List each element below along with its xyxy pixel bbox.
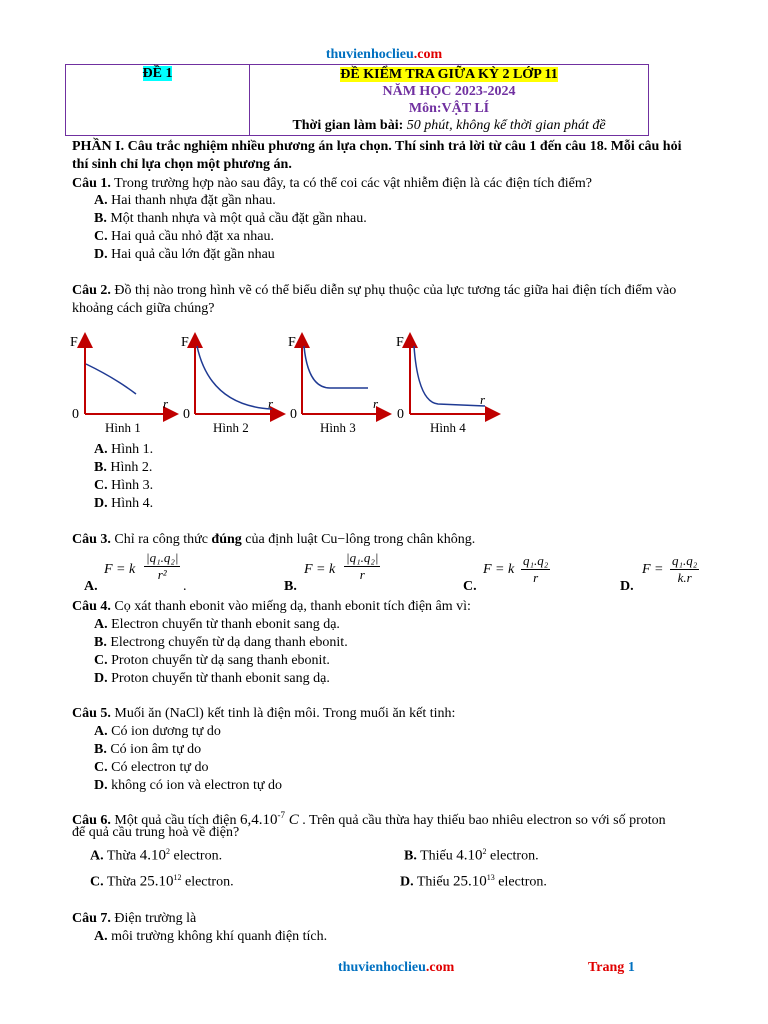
question-text: Trong trường hợp nào sau đây, ta có thể coi các vật nhiễm điện là các điện tích điểm? bbox=[110, 176, 592, 191]
page-label: Trang bbox=[588, 960, 628, 975]
origin-label: 0 bbox=[397, 407, 404, 422]
formula-fraction bbox=[521, 553, 550, 586]
question-text: của định luật Cu−lông trong chân không. bbox=[241, 532, 476, 547]
question-label: Câu 1. bbox=[72, 176, 111, 191]
exam-header-table bbox=[65, 64, 649, 136]
question-text: . Trên quả cầu thừa hay thiếu bao nhiêu electron so với số proton bbox=[298, 813, 666, 828]
option-text: Thừa bbox=[103, 874, 140, 890]
footer-site bbox=[338, 960, 454, 976]
option-key: D. bbox=[94, 778, 108, 793]
formula-fraction bbox=[144, 550, 180, 583]
option-text: không có ion và electron tự do bbox=[107, 778, 283, 793]
question-5 bbox=[72, 705, 455, 723]
option-key: A. bbox=[94, 724, 108, 739]
question-label: Câu 7. bbox=[72, 911, 111, 926]
option-key: C. bbox=[94, 760, 108, 775]
question-3 bbox=[72, 531, 475, 549]
q1-option-a bbox=[94, 192, 276, 210]
q4-option-b bbox=[94, 634, 348, 652]
option-text: Có ion dương tự do bbox=[107, 724, 221, 739]
option-text: Hình 1. bbox=[107, 442, 154, 457]
question-text: Muối ăn (NaCl) kết tinh là điện môi. Trong muối ăn kết tinh: bbox=[110, 706, 456, 721]
option-key: B. bbox=[94, 635, 107, 650]
question-label: Câu 2. bbox=[72, 283, 111, 298]
question-label: Câu 4. bbox=[72, 599, 111, 614]
q5-option-a bbox=[94, 723, 221, 741]
q6-option-d bbox=[400, 873, 547, 891]
q4-option-a bbox=[94, 616, 340, 634]
charge-base: 6,4.10 bbox=[239, 812, 278, 828]
option-key: D. bbox=[94, 496, 108, 511]
option-text: Electron chuyển từ thanh ebonit sang dạ. bbox=[107, 617, 340, 632]
option-base: 25.10 bbox=[453, 873, 487, 890]
q3-option-d bbox=[620, 549, 750, 595]
question-7 bbox=[72, 910, 196, 928]
option-text: Hình 4. bbox=[107, 496, 154, 511]
option-key: C. bbox=[90, 874, 104, 890]
q2-option-a bbox=[94, 441, 153, 459]
q5-option-b bbox=[94, 741, 201, 759]
site-name: thuvienhoclieu bbox=[325, 47, 414, 62]
formula-denominator: r bbox=[521, 569, 550, 586]
time-label: Thời gian làm bài: bbox=[292, 118, 404, 133]
option-exponent: 13 bbox=[486, 873, 495, 882]
exam-code-cell bbox=[66, 66, 249, 82]
question-2-line2: khoảng cách giữa chúng? bbox=[72, 301, 215, 316]
x-axis-label: r bbox=[268, 396, 274, 411]
option-exponent: 12 bbox=[173, 873, 182, 882]
formula-denominator: r bbox=[359, 567, 365, 582]
y-axis-label: F bbox=[288, 335, 296, 350]
option-key: C. bbox=[94, 478, 108, 493]
option-key: C. bbox=[94, 229, 108, 244]
option-text: Thiếu bbox=[413, 874, 454, 890]
option-key: D. bbox=[620, 579, 634, 594]
q1-option-c bbox=[94, 228, 274, 246]
q5-option-d bbox=[94, 777, 282, 795]
question-2 bbox=[72, 282, 676, 300]
formula-lhs: F = k bbox=[304, 562, 336, 577]
graph-1 bbox=[70, 335, 175, 435]
time-info bbox=[250, 117, 648, 134]
graph-caption: Hình 3 bbox=[320, 420, 356, 435]
option-text: môi trường không khí quanh điện tích. bbox=[107, 929, 328, 944]
q2-option-d bbox=[94, 495, 153, 513]
q2-option-c bbox=[94, 477, 153, 495]
option-text: Electrong chuyển từ dạ dang thanh ebonit. bbox=[106, 635, 348, 650]
option-text: Hình 2. bbox=[106, 460, 153, 475]
option-text: Một thanh nhựa và một quả cầu đặt gần nhau. bbox=[106, 211, 367, 226]
charge-exponent: -7 bbox=[277, 810, 285, 820]
option-key: D. bbox=[400, 874, 414, 890]
question-text: Cọ xát thanh ebonit vào miếng dạ, thanh ebonit tích điện âm vì: bbox=[110, 599, 471, 614]
q6-option-b bbox=[404, 847, 539, 865]
q1-option-b bbox=[94, 210, 367, 228]
option-text: electron. bbox=[486, 848, 539, 864]
time-value: 50 phút, không kể thời gian phát đề bbox=[406, 118, 606, 133]
option-base: 4.10 bbox=[139, 847, 166, 864]
question-label: Câu 6. bbox=[72, 813, 111, 828]
question-6-line2: để quả cầu trung hoà về điện? bbox=[72, 825, 240, 840]
option-key: A. bbox=[84, 579, 98, 594]
formula-numerator: |q₁.q₂| bbox=[346, 550, 379, 565]
option-key: A. bbox=[94, 929, 108, 944]
formula-tail: . bbox=[183, 579, 187, 594]
formula-lhs: F = k bbox=[483, 562, 515, 577]
school-year: NĂM HỌC 2023-2024 bbox=[382, 84, 516, 99]
graph-caption: Hình 1 bbox=[105, 420, 141, 435]
option-text: electron. bbox=[181, 874, 234, 890]
q6-option-a bbox=[90, 847, 222, 865]
site-header bbox=[0, 47, 768, 63]
x-axis-label: r bbox=[163, 396, 169, 411]
origin-label: 0 bbox=[290, 407, 297, 422]
option-base: 4.10 bbox=[456, 847, 483, 864]
question-emphasis: đúng bbox=[211, 532, 242, 547]
question-4 bbox=[72, 598, 471, 616]
option-key: C. bbox=[463, 579, 477, 594]
q1-option-d bbox=[94, 246, 275, 264]
option-key: B. bbox=[94, 742, 107, 757]
charge-value bbox=[240, 812, 299, 828]
formula-fraction bbox=[344, 550, 380, 583]
question-text: Điện trường là bbox=[110, 911, 197, 926]
q4-option-c bbox=[94, 652, 330, 670]
exam-code: ĐỀ 1 bbox=[142, 66, 173, 81]
graph-caption: Hình 4 bbox=[430, 420, 466, 435]
option-key: D. bbox=[94, 671, 108, 686]
option-text: Proton chuyển từ dạ sang thanh ebonit. bbox=[107, 653, 330, 668]
question-label: Câu 3. bbox=[72, 532, 111, 547]
option-text: Hai quả cầu nhỏ đặt xa nhau. bbox=[107, 229, 275, 244]
option-key: B. bbox=[94, 460, 107, 475]
formula-numerator: |q₁.q₂| bbox=[146, 550, 179, 565]
option-key: A. bbox=[94, 193, 108, 208]
option-text: Có electron tự do bbox=[107, 760, 209, 775]
site-domain: .com bbox=[413, 47, 443, 62]
formula-numerator: q₁.q₂ bbox=[523, 553, 549, 568]
q3-option-a bbox=[84, 549, 204, 595]
option-key: A. bbox=[90, 848, 104, 864]
formula-lhs: F = k bbox=[104, 562, 136, 577]
option-text: electron. bbox=[494, 874, 547, 890]
option-key: A. bbox=[94, 617, 108, 632]
force-distance-graphs bbox=[60, 326, 510, 438]
part1-line1: PHẦN I. Câu trắc nghiệm nhiều phương án lựa chọn. Thí sinh trả lời từ câu 1 đến câu 18. Mỗi câu hỏi bbox=[72, 139, 682, 154]
q7-option-a bbox=[94, 928, 327, 946]
q3-option-c bbox=[463, 549, 583, 595]
formula-denominator: k.r bbox=[677, 570, 692, 585]
graph-caption: Hình 2 bbox=[213, 420, 249, 435]
question-label: Câu 5. bbox=[72, 706, 111, 721]
formula-lhs: F = bbox=[642, 562, 664, 577]
option-key: D. bbox=[94, 247, 108, 262]
q6-option-c bbox=[90, 873, 234, 891]
exam-title: ĐỀ KIỂM TRA GIỮA KỲ 2 LỚP 11 bbox=[340, 67, 558, 82]
y-axis-label: F bbox=[396, 335, 404, 350]
page-num: 1 bbox=[627, 960, 635, 975]
y-axis-label: F bbox=[70, 335, 78, 350]
option-text: Hai thanh nhựa đặt gần nhau. bbox=[107, 193, 276, 208]
option-key: C. bbox=[94, 653, 108, 668]
x-axis-label: r bbox=[373, 396, 379, 411]
x-axis-label: r bbox=[480, 392, 486, 407]
formula-denominator: r² bbox=[157, 567, 167, 582]
formula-numerator: q₁.q₂ bbox=[672, 553, 698, 568]
page-number bbox=[588, 960, 635, 976]
option-text: Hình 3. bbox=[107, 478, 154, 493]
option-exponent: 2 bbox=[482, 847, 487, 856]
origin-label: 0 bbox=[183, 407, 190, 422]
formula-fraction bbox=[670, 553, 699, 586]
option-text: Thiếu bbox=[416, 848, 457, 864]
option-text: Có ion âm tự do bbox=[106, 742, 202, 757]
site-domain: .com bbox=[425, 960, 455, 975]
question-text: Chỉ ra công thức bbox=[110, 532, 212, 547]
subject: Môn:VẬT LÍ bbox=[408, 101, 490, 116]
question-text: Một quả cầu tích điện bbox=[110, 813, 240, 828]
y-axis-label: F bbox=[181, 335, 189, 350]
q2-option-b bbox=[94, 459, 152, 477]
part1-line2: thí sinh chỉ lựa chọn một phương án. bbox=[72, 157, 292, 172]
origin-label: 0 bbox=[72, 407, 79, 422]
graph-4 bbox=[396, 335, 497, 435]
option-text: electron. bbox=[169, 848, 223, 864]
option-text: Hai quả cầu lớn đặt gần nhau bbox=[107, 247, 275, 262]
option-key: B. bbox=[404, 848, 417, 864]
q3-option-b bbox=[284, 549, 404, 595]
option-text: Thừa bbox=[103, 848, 140, 864]
question-text: Đồ thị nào trong hình vẽ có thể biểu diễn sự phụ thuộc của lực tương tác giữa hai điện tích điểm vào bbox=[110, 283, 677, 298]
graph-2 bbox=[181, 335, 282, 435]
q4-option-d bbox=[94, 670, 330, 688]
graph-3 bbox=[288, 335, 388, 435]
question-1 bbox=[72, 175, 592, 193]
option-key: B. bbox=[94, 211, 107, 226]
option-text: Proton chuyển từ thanh ebonit sang dạ. bbox=[107, 671, 330, 686]
option-key: A. bbox=[94, 442, 108, 457]
q5-option-c bbox=[94, 759, 209, 777]
option-exponent: 2 bbox=[165, 847, 170, 856]
option-base: 25.10 bbox=[139, 873, 174, 890]
option-key: B. bbox=[284, 579, 297, 594]
site-name: thuvienhoclieu bbox=[338, 960, 426, 975]
charge-unit: C bbox=[284, 812, 299, 828]
exam-title-cell bbox=[250, 66, 648, 134]
